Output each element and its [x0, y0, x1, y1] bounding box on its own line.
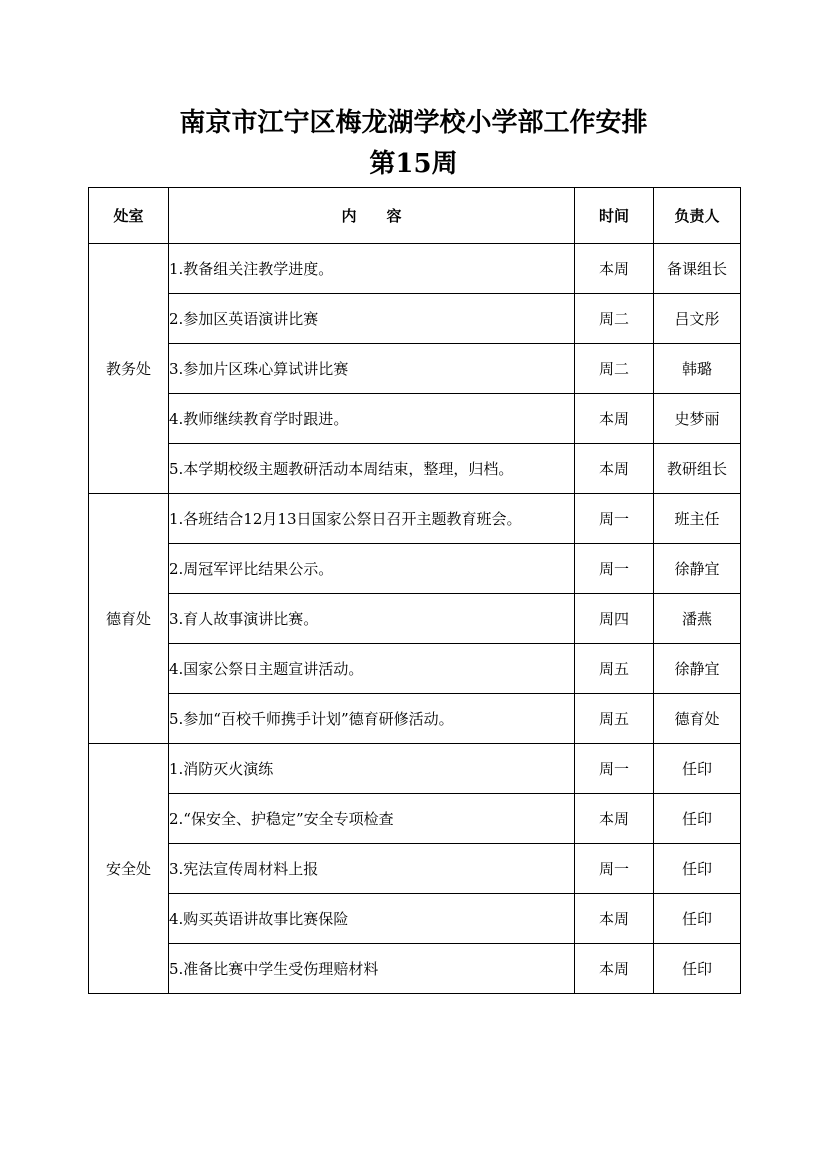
table-row: [89, 944, 741, 994]
content-cell: 1.各班结合12月13日国家公祭日召开主题教育班会。: [169, 494, 575, 544]
time-cell: 周一: [575, 494, 654, 544]
person-cell: 任印: [654, 894, 741, 944]
page-title: 南京市江宁区梅龙湖学校小学部工作安排: [179, 108, 648, 138]
table-row: [89, 544, 741, 594]
table-row: [89, 894, 741, 944]
time-cell: 周一: [575, 544, 654, 594]
time-cell: 本周: [575, 444, 654, 494]
content-cell: 2.周冠军评比结果公示。: [169, 544, 575, 594]
table-row: [89, 794, 741, 844]
time-cell: 本周: [575, 394, 654, 444]
content-cell: 5.参加“百校千师携手计划”德育研修活动。: [169, 694, 575, 744]
header-person: 负责人: [654, 188, 741, 244]
time-cell: 周一: [575, 844, 654, 894]
dept-cell: 教务处: [89, 244, 169, 494]
header-time: 时间: [575, 188, 654, 244]
content-cell: 3.育人故事演讲比赛。: [169, 594, 575, 644]
content-cell: 4.国家公祭日主题宣讲活动。: [169, 644, 575, 694]
time-cell: 周一: [575, 744, 654, 794]
content-cell: 4.购买英语讲故事比赛保险: [169, 894, 575, 944]
header-content: 内 容: [169, 188, 575, 244]
header-row: [89, 188, 741, 244]
time-cell: 本周: [575, 944, 654, 994]
schedule-table: [88, 187, 741, 994]
content-cell: 1.教备组关注教学进度。: [169, 244, 575, 294]
table-row: [89, 744, 741, 794]
time-cell: 周二: [575, 344, 654, 394]
time-cell: 周四: [575, 594, 654, 644]
content-cell: 4.教师继续教育学时跟进。: [169, 394, 575, 444]
content-cell: 5.准备比赛中学生受伤理赔材料: [169, 944, 575, 994]
time-cell: 本周: [575, 794, 654, 844]
person-cell: 韩璐: [654, 344, 741, 394]
header-dept: 处室: [89, 188, 169, 244]
person-cell: 备课组长: [654, 244, 741, 294]
table-row: [89, 644, 741, 694]
person-cell: 潘燕: [654, 594, 741, 644]
person-cell: 任印: [654, 794, 741, 844]
person-cell: 徐静宜: [654, 544, 741, 594]
dept-cell: 德育处: [89, 494, 169, 744]
person-cell: 史梦丽: [654, 394, 741, 444]
person-cell: 吕文彤: [654, 294, 741, 344]
content-cell: 5.本学期校级主题教研活动本周结束，整理，归档。: [169, 444, 575, 494]
person-cell: 任印: [654, 944, 741, 994]
content-cell: 2.参加区英语演讲比赛: [169, 294, 575, 344]
content-cell: 3.参加片区珠心算试讲比赛: [169, 344, 575, 394]
person-cell: 教研组长: [654, 444, 741, 494]
table-row: [89, 594, 741, 644]
person-cell: 任印: [654, 844, 741, 894]
dept-cell: 安全处: [89, 744, 169, 994]
table-row: [89, 244, 741, 294]
time-cell: 周二: [575, 294, 654, 344]
person-cell: 徐静宜: [654, 644, 741, 694]
time-cell: 周五: [575, 644, 654, 694]
person-cell: 任印: [654, 744, 741, 794]
content-cell: 1.消防灭火演练: [169, 744, 575, 794]
content-cell: 2.“保安全、护稳定”安全专项检查: [169, 794, 575, 844]
person-cell: 班主任: [654, 494, 741, 544]
time-cell: 周五: [575, 694, 654, 744]
table-row: [89, 344, 741, 394]
table-row: [89, 444, 741, 494]
week-title: 第15周: [369, 149, 458, 179]
time-cell: 本周: [575, 894, 654, 944]
content-cell: 3.宪法宣传周材料上报: [169, 844, 575, 894]
person-cell: 德育处: [654, 694, 741, 744]
table-row: [89, 394, 741, 444]
time-cell: 本周: [575, 244, 654, 294]
table-row: [89, 694, 741, 744]
table-row: [89, 294, 741, 344]
table-row: [89, 844, 741, 894]
table-row: [89, 494, 741, 544]
